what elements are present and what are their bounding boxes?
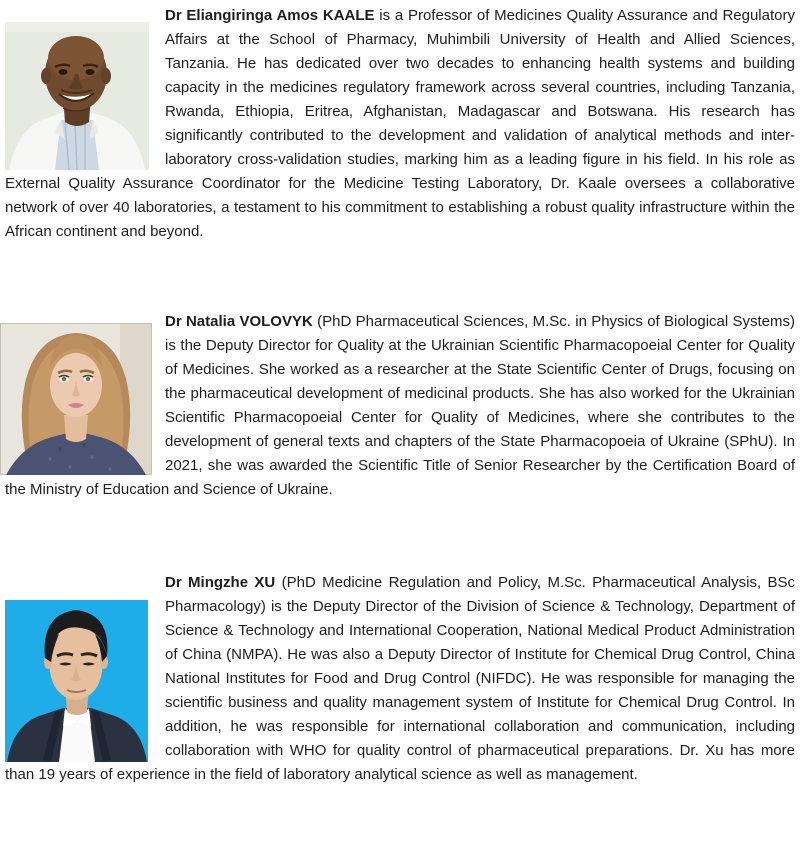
bio-name-volovyk: Dr Natalia VOLOVYK bbox=[165, 313, 313, 330]
photo-kaale bbox=[5, 22, 149, 170]
bio-section-xu bbox=[5, 571, 795, 787]
bio-body-kaale: is a Professor of Medicines Quality Assurance and Regulatory Affairs at the School of Pharmacy, Muhimbili University of Health and Allied Sciences, Tanzania. He has dedicated over two decades to enhancing health systems and building capacity in the medicines regulatory framework across several countries, including Tanzania, Rwanda, Ethiopia, Eritrea, Afghanistan, Madagascar and Botswana. His research has significantly contributed to the development and validation of analytical methods and inter-laboratory cross-validation studies, marking him as a leading figure in his field. In his role as External Quality Assurance Coordinator for the Medicine Testing Laboratory, Dr. Kaale oversees a collaborative network of over 40 laboratories, a testament to his commitment to establishing a robust quality infrastructure within the African continent and beyond. bbox=[5, 7, 795, 240]
bio-paragraph-kaale bbox=[5, 4, 795, 244]
photo-xu-image bbox=[5, 600, 148, 762]
bio-paragraph-volovyk bbox=[5, 310, 795, 502]
bio-name-kaale: Dr Eliangiringa Amos KAALE bbox=[165, 7, 375, 24]
bio-paragraph-xu bbox=[5, 571, 795, 787]
bio-body-volovyk: (PhD Pharmaceutical Sciences, M.Sc. in Physics of Biological Systems) is the Deputy Director for Quality at the Ukrainian Scientific Pharmacopoeial Center for Quality of Medicines. She worked as a researcher at the State Scientific Center of Drugs, focusing on the pharmaceutical development of medicinal products. She has also worked for the Ukrainian Scientific Pharmacopoeial Center for Quality of Medicines, where she contributes to the development of general texts and chapters of the State Pharmacopoeia of Ukraine (SPhU). In 2021, she was awarded the Scientific Title of Senior Researcher by the Certification Board of the Ministry of Education and Science of Ukraine. bbox=[5, 313, 796, 498]
bio-name-xu: Dr Mingzhe XU bbox=[165, 574, 276, 591]
bio-body-xu: (PhD Medicine Regulation and Policy, M.Sc. Pharmaceutical Analysis, BSc Pharmacology) is the Deputy Director of the Division of Science & Technology, Department of Science & Technology and International Cooperation, National Medical Product Administration of China (NMPA). He was also a Deputy Director of Institute for Chemical Drug Control, China National Institutes for Food and Drug Control (NIFDC). He was responsible for managing the scientific business and quality management system of Institute for Chemical Drug Control. In addition, he was responsible for international collaboration and communication, including collaboration with WHO for quality control of pharmaceutical preparations. Dr. Xu has more than 19 years of experience in the field of laboratory analytical science as well as management. bbox=[5, 574, 796, 783]
photo-xu bbox=[5, 600, 148, 762]
photo-kaale-image bbox=[5, 22, 149, 170]
photo-volovyk-image bbox=[0, 323, 152, 475]
bio-section-kaale bbox=[5, 4, 795, 244]
bio-section-volovyk bbox=[5, 310, 795, 502]
photo-volovyk bbox=[0, 323, 152, 475]
